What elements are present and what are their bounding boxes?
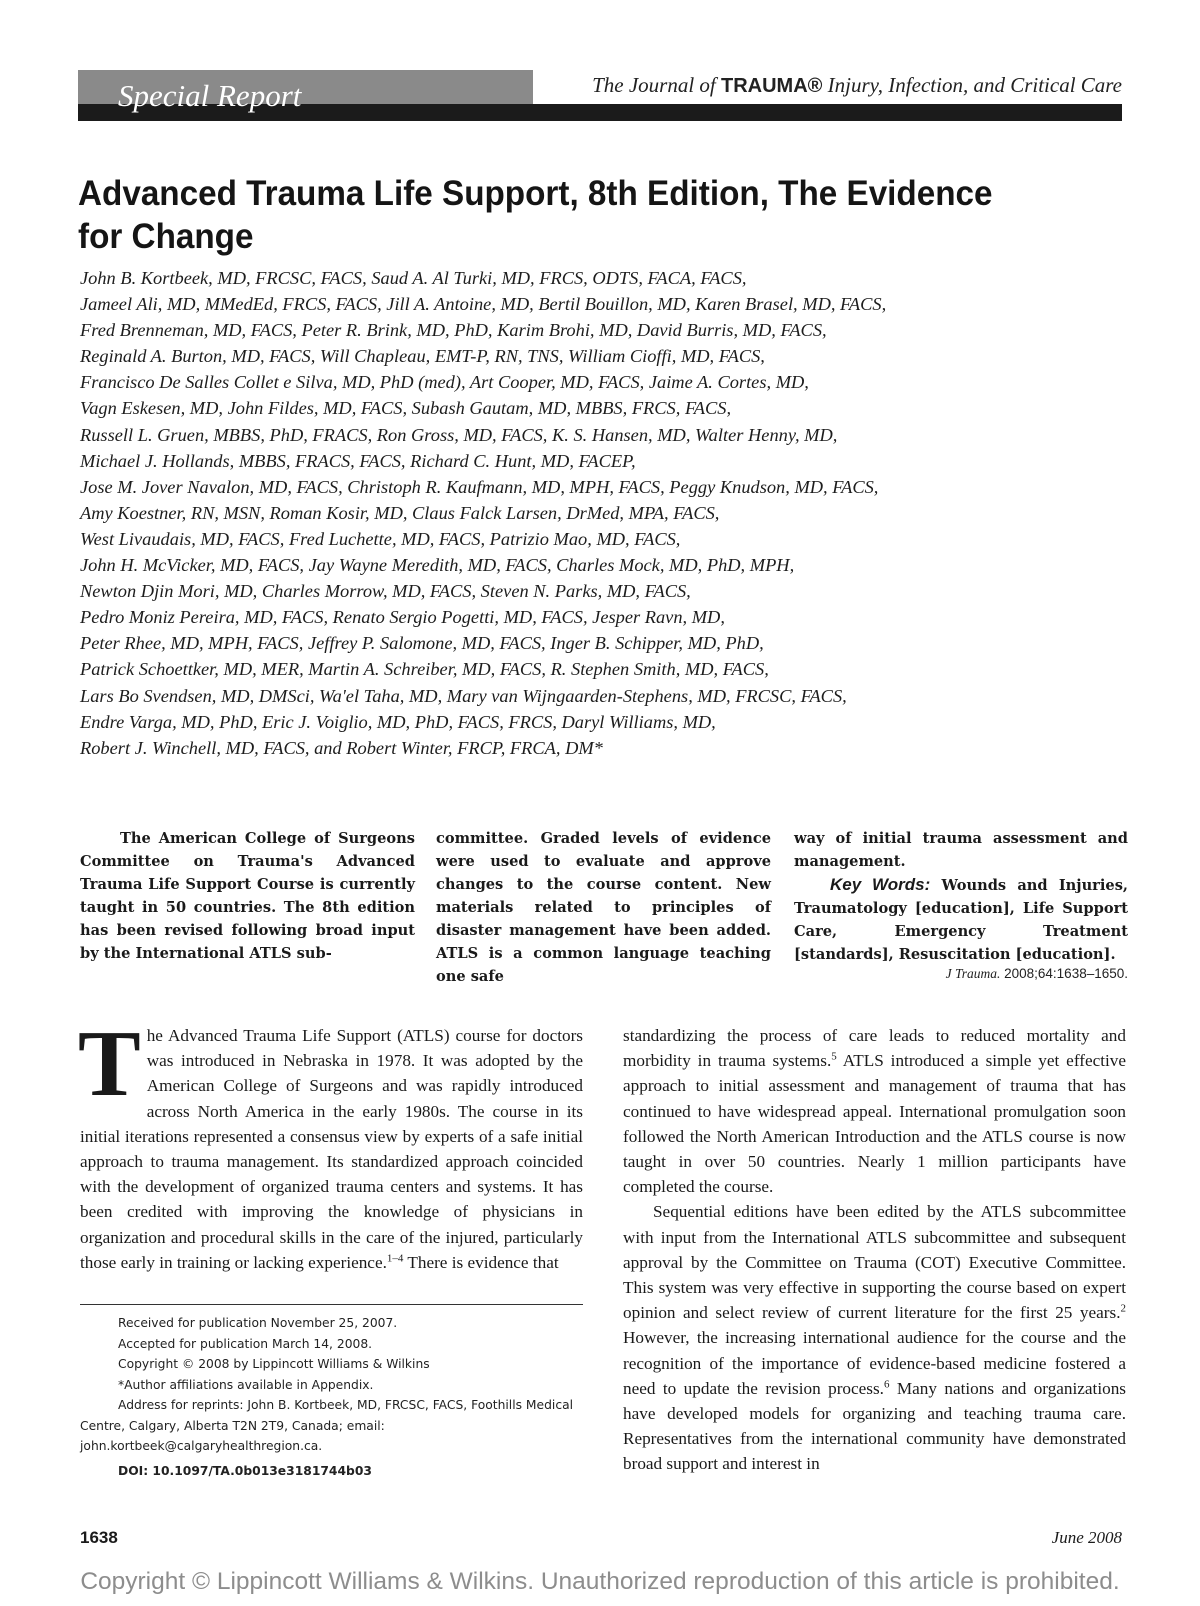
reference-superscript: 6 — [883, 1378, 890, 1391]
abstract-column-2: committee. Graded levels of evidence were used to evaluate and approve changes to the course content. New materials related to principles of disaster management have been added. ATLS is a common language teaching one safe — [436, 830, 771, 985]
footnote-doi: DOI: 10.1097/TA.0b013e3181744b03 — [118, 1463, 372, 1478]
author-line: Endre Varga, MD, PhD, Eric J. Voiglio, MD, PhD, FACS, FRCS, Daryl Williams, MD, — [80, 711, 716, 732]
abstract-column-1: The American College of Surgeons Committee on Trauma's Advanced Trauma Life Support Course is currently taught in 50 countries. The 8th edition has been revised following broad input by the International ATLS sub- — [80, 830, 415, 962]
author-line: West Livaudais, MD, FACS, Fred Luchette, MD, FACS, Patrizio Mao, MD, FACS, — [80, 528, 681, 549]
body-text: There is evidence that — [403, 1252, 559, 1272]
title-line: Advanced Trauma Life Support, 8th Edition, The Evidence — [78, 174, 993, 213]
author-line: Robert J. Winchell, MD, FACS, and Robert Winter, FRCP, FRCA, DM* — [80, 737, 603, 758]
body-column-1 — [78, 1012, 583, 1275]
author-line: Michael J. Hollands, MBBS, FRACS, FACS, Richard C. Hunt, MD, FACEP, — [80, 450, 636, 471]
journal-name — [560, 70, 1122, 101]
author-line: Newton Djin Mori, MD, Charles Morrow, MD, FACS, Steven N. Parks, MD, FACS, — [80, 581, 691, 602]
author-line: Jameel Ali, MD, MMedEd, FRCS, FACS, Jill A. Antoine, MD, Bertil Bouillon, MD, Karen Brasel, MD, FACS, — [80, 294, 887, 315]
body-column-2 — [623, 1023, 1126, 1477]
author-line: Amy Koestner, RN, MSN, Roman Kosir, MD, Claus Falck Larsen, DrMed, MPA, FACS, — [80, 502, 720, 523]
drop-cap: T — [78, 1012, 141, 1116]
author-line: Fred Brenneman, MD, FACS, Peter R. Brink, MD, PhD, Karim Brohi, MD, David Burris, MD, FACS, — [80, 320, 827, 341]
author-line: Francisco De Salles Collet e Silva, MD, PhD (med), Art Cooper, MD, FACS, Jaime A. Cortes, MD, — [80, 372, 809, 393]
footnote-reprints: Address for reprints: John B. Kortbeek, MD, FRCSC, FACS, Foothills Medical Centre, Calgary, Alberta T2N 2T9, Canada; email: john.kortbeek@calgaryhealthregion.ca. — [80, 1398, 574, 1453]
title-line: for Change — [78, 217, 254, 256]
citation-details: 2008;64:1638–1650. — [1000, 966, 1128, 981]
article-title — [78, 172, 1076, 258]
author-line: Reginald A. Burton, MD, FACS, Will Chapleau, EMT-P, RN, TNS, William Cioffi, MD, FACS, — [80, 346, 765, 367]
page-number: 1638 — [80, 1528, 118, 1547]
footnote-affiliations: *Author affiliations available in Appendix. — [118, 1377, 374, 1392]
reference-superscript: 5 — [831, 1050, 837, 1063]
body-text: Sequential editions have been edited by the ATLS subcommittee with input from the International ATLS subcommittee and subsequent approval by the Committee on Trauma (COT) Executive Committee. This system was very effective in supporting the course based on expert opinion and select review of current literature for the first 25 years. — [623, 1202, 1126, 1323]
reference-superscript: 2 — [1120, 1302, 1126, 1315]
section-label: Special Report — [118, 78, 302, 113]
author-line: Peter Rhee, MD, MPH, FACS, Jeffrey P. Salomone, MD, FACS, Inger B. Schipper, MD, PhD, — [80, 633, 764, 654]
copyright-notice: Copyright © Lippincott Williams & Wilkins. Unauthorized reproduction of this article is prohibited. — [80, 1568, 1120, 1595]
author-line: John B. Kortbeek, MD, FRCSC, FACS, Saud A. Al Turki, MD, FRCS, ODTS, FACA, FACS, — [80, 268, 747, 288]
body-text: ATLS introduced a simple yet effective approach to initial assessment and management of trauma that has continued to have widespread appeal. International promulgation soon followed the North American Introduction and the ATLS course is now taught in over 50 countries. Nearly 1 million participants have completed the course. — [623, 1051, 1126, 1197]
author-line: Jose M. Jover Navalon, MD, FACS, Christoph R. Kaufmann, MD, MPH, FACS, Peggy Knudson, MD, FACS, — [80, 476, 879, 497]
footnote-received: Received for publication November 25, 2007. — [118, 1316, 398, 1330]
body-paragraph — [623, 1199, 1126, 1476]
body-text: he Advanced Trauma Life Support (ATLS) course for doctors was introduced in Nebraska in 1978. It was adopted by the American College of Surgeons and was rapidly introduced across North America in the early 1980s. The course in its initial iterations represented a consensus view by experts of a safe initial approach to trauma management. Its standardized approach coincided with the development of organized trauma centers and systems. It has been credited with improving the knowledge of physicians in organization and procedural skills in the care of the injured, particularly those early in training or lacking experience. — [80, 1026, 583, 1272]
journal-suffix: Injury, Infection, and Critical Care — [822, 73, 1122, 97]
journal-prefix: The Journal of — [592, 73, 721, 97]
body-text: standardizing the process of care leads to reduced mortality and morbidity in trauma systems. — [623, 1026, 1126, 1071]
body-text: However, the increasing international audience for the course and the recognition of the importance of evidence-based medicine fostered a need to update the revision process. — [623, 1328, 1126, 1398]
author-line: Vagn Eskesen, MD, John Fildes, MD, FACS, Subash Gautam, MD, MBBS, FRCS, FACS, — [80, 398, 732, 419]
body-paragraph — [623, 1023, 1126, 1199]
footnotes — [80, 1313, 583, 1481]
author-line: Lars Bo Svendsen, MD, DMSci, Wa'el Taha, MD, Mary van Wijngaarden-Stephens, MD, FRCSC, FACS, — [80, 685, 847, 706]
key-words — [794, 873, 1128, 966]
author-line: Pedro Moniz Pereira, MD, FACS, Renato Sergio Pogetti, MD, FACS, Jesper Ravn, MD, — [80, 607, 725, 628]
key-words-label: Key Words: — [830, 875, 931, 894]
footnote-accepted: Accepted for publication March 14, 2008. — [118, 1336, 373, 1351]
footnote-copyright: Copyright © 2008 by Lippincott Williams & Wilkins — [118, 1357, 430, 1371]
citation — [800, 966, 1128, 982]
author-line: Russell L. Gruen, MBBS, PhD, FRACS, Ron Gross, MD, FACS, K. S. Hansen, MD, Walter Henny, MD, — [80, 424, 838, 445]
body-text: Many nations and organizations have developed models for organizing and teaching trauma care. Representatives from the international community have demonstrated broad support and interest in — [623, 1378, 1126, 1474]
footnote-rule — [80, 1304, 583, 1305]
author-line: Patrick Schoettker, MD, MER, Martin A. Schreiber, MD, FACS, R. Stephen Smith, MD, FACS, — [80, 659, 769, 680]
author-line: John H. McVicker, MD, FACS, Jay Wayne Meredith, MD, FACS, Charles Mock, MD, PhD, MPH, — [80, 555, 795, 576]
abstract-text: way of initial trauma assessment and management. — [794, 830, 1128, 870]
citation-journal: J Trauma. — [945, 966, 1001, 981]
journal-brand: TRAUMA® — [721, 75, 823, 97]
issue-date: June 2008 — [1051, 1528, 1122, 1547]
key-words-list: Wounds and Injuries, Traumatology [education], Life Support Care, Emergency Treatment [standards], Resuscitation [education]. — [794, 877, 1128, 963]
reference-superscript: 1–4 — [386, 1252, 404, 1265]
author-list — [80, 265, 1130, 761]
abstract-column-3 — [794, 827, 1128, 966]
